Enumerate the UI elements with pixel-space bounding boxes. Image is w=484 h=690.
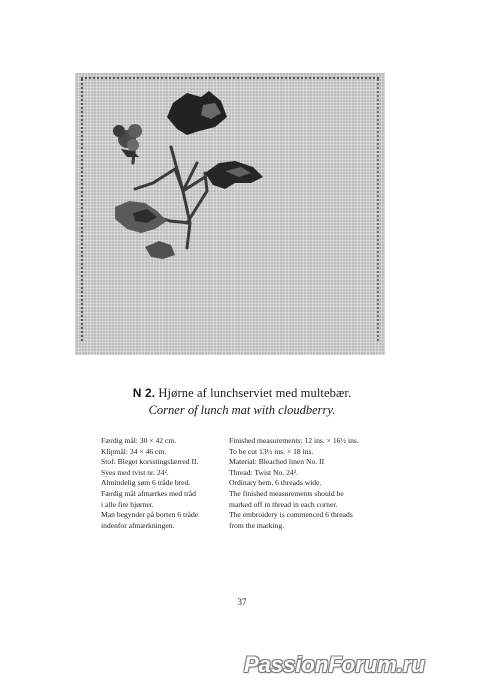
title-english: Corner of lunch mat with cloudberry. [148, 403, 336, 417]
instruction-line: Færdig mål afmærkes med tråd [101, 488, 196, 498]
plant-stems [133, 143, 207, 248]
instructions-english [229, 436, 429, 531]
instruction-line: Thread: Twist No. 24². [229, 467, 298, 477]
leaf-right-dark [205, 161, 263, 189]
instruction-line: Klipmål: 34 × 46 cm. [101, 446, 167, 456]
instruction-line: Stof: Bleget korsstingslærred II. [101, 457, 199, 467]
instruction-line: Almindelig søm 6 tråde bred. [101, 478, 191, 488]
instruction-line: Syes med tvist nr. 24². [101, 467, 169, 477]
instruction-line: marked off in thread in each corner. [229, 499, 338, 509]
instruction-line: Finished measurements: 12 ins. × 16½ ins. [229, 436, 359, 445]
instruction-line: Færdig mål: 30 × 42 cm. [101, 436, 177, 445]
cloudberry-motif [75, 73, 385, 355]
instruction-line: Ordinary hem, 6 threads wide. [229, 478, 322, 488]
leaf-lower [145, 241, 175, 259]
page-number: 37 [237, 597, 247, 607]
instruction-line: Material: Bleached linen No. II [229, 457, 325, 467]
instruction-line: indenfor afmærkningen. [101, 520, 175, 530]
title-danish: Hjørne af lunchserviet med multebær. [158, 386, 352, 400]
instruction-line: from the marking. [229, 520, 285, 530]
watermark-logo: PassionForum.ru [244, 652, 425, 677]
instruction-line: The finished measurements should be [229, 488, 344, 498]
instructions-danish [101, 436, 219, 531]
cloudberry [113, 124, 142, 151]
instruction-line: To be cut 13½ ins. × 18 ins. [229, 446, 314, 456]
caption-title [0, 386, 484, 401]
instruction-line: i alle fire hjørner. [101, 499, 154, 509]
instruction-line: Man begynder på borten 6 tråde [101, 510, 199, 520]
embroidery-photo [75, 73, 385, 355]
instruction-line: The embroidery is commenced 6 threads [229, 510, 353, 520]
sepals [121, 149, 139, 157]
pattern-code: N 2. [132, 386, 156, 400]
